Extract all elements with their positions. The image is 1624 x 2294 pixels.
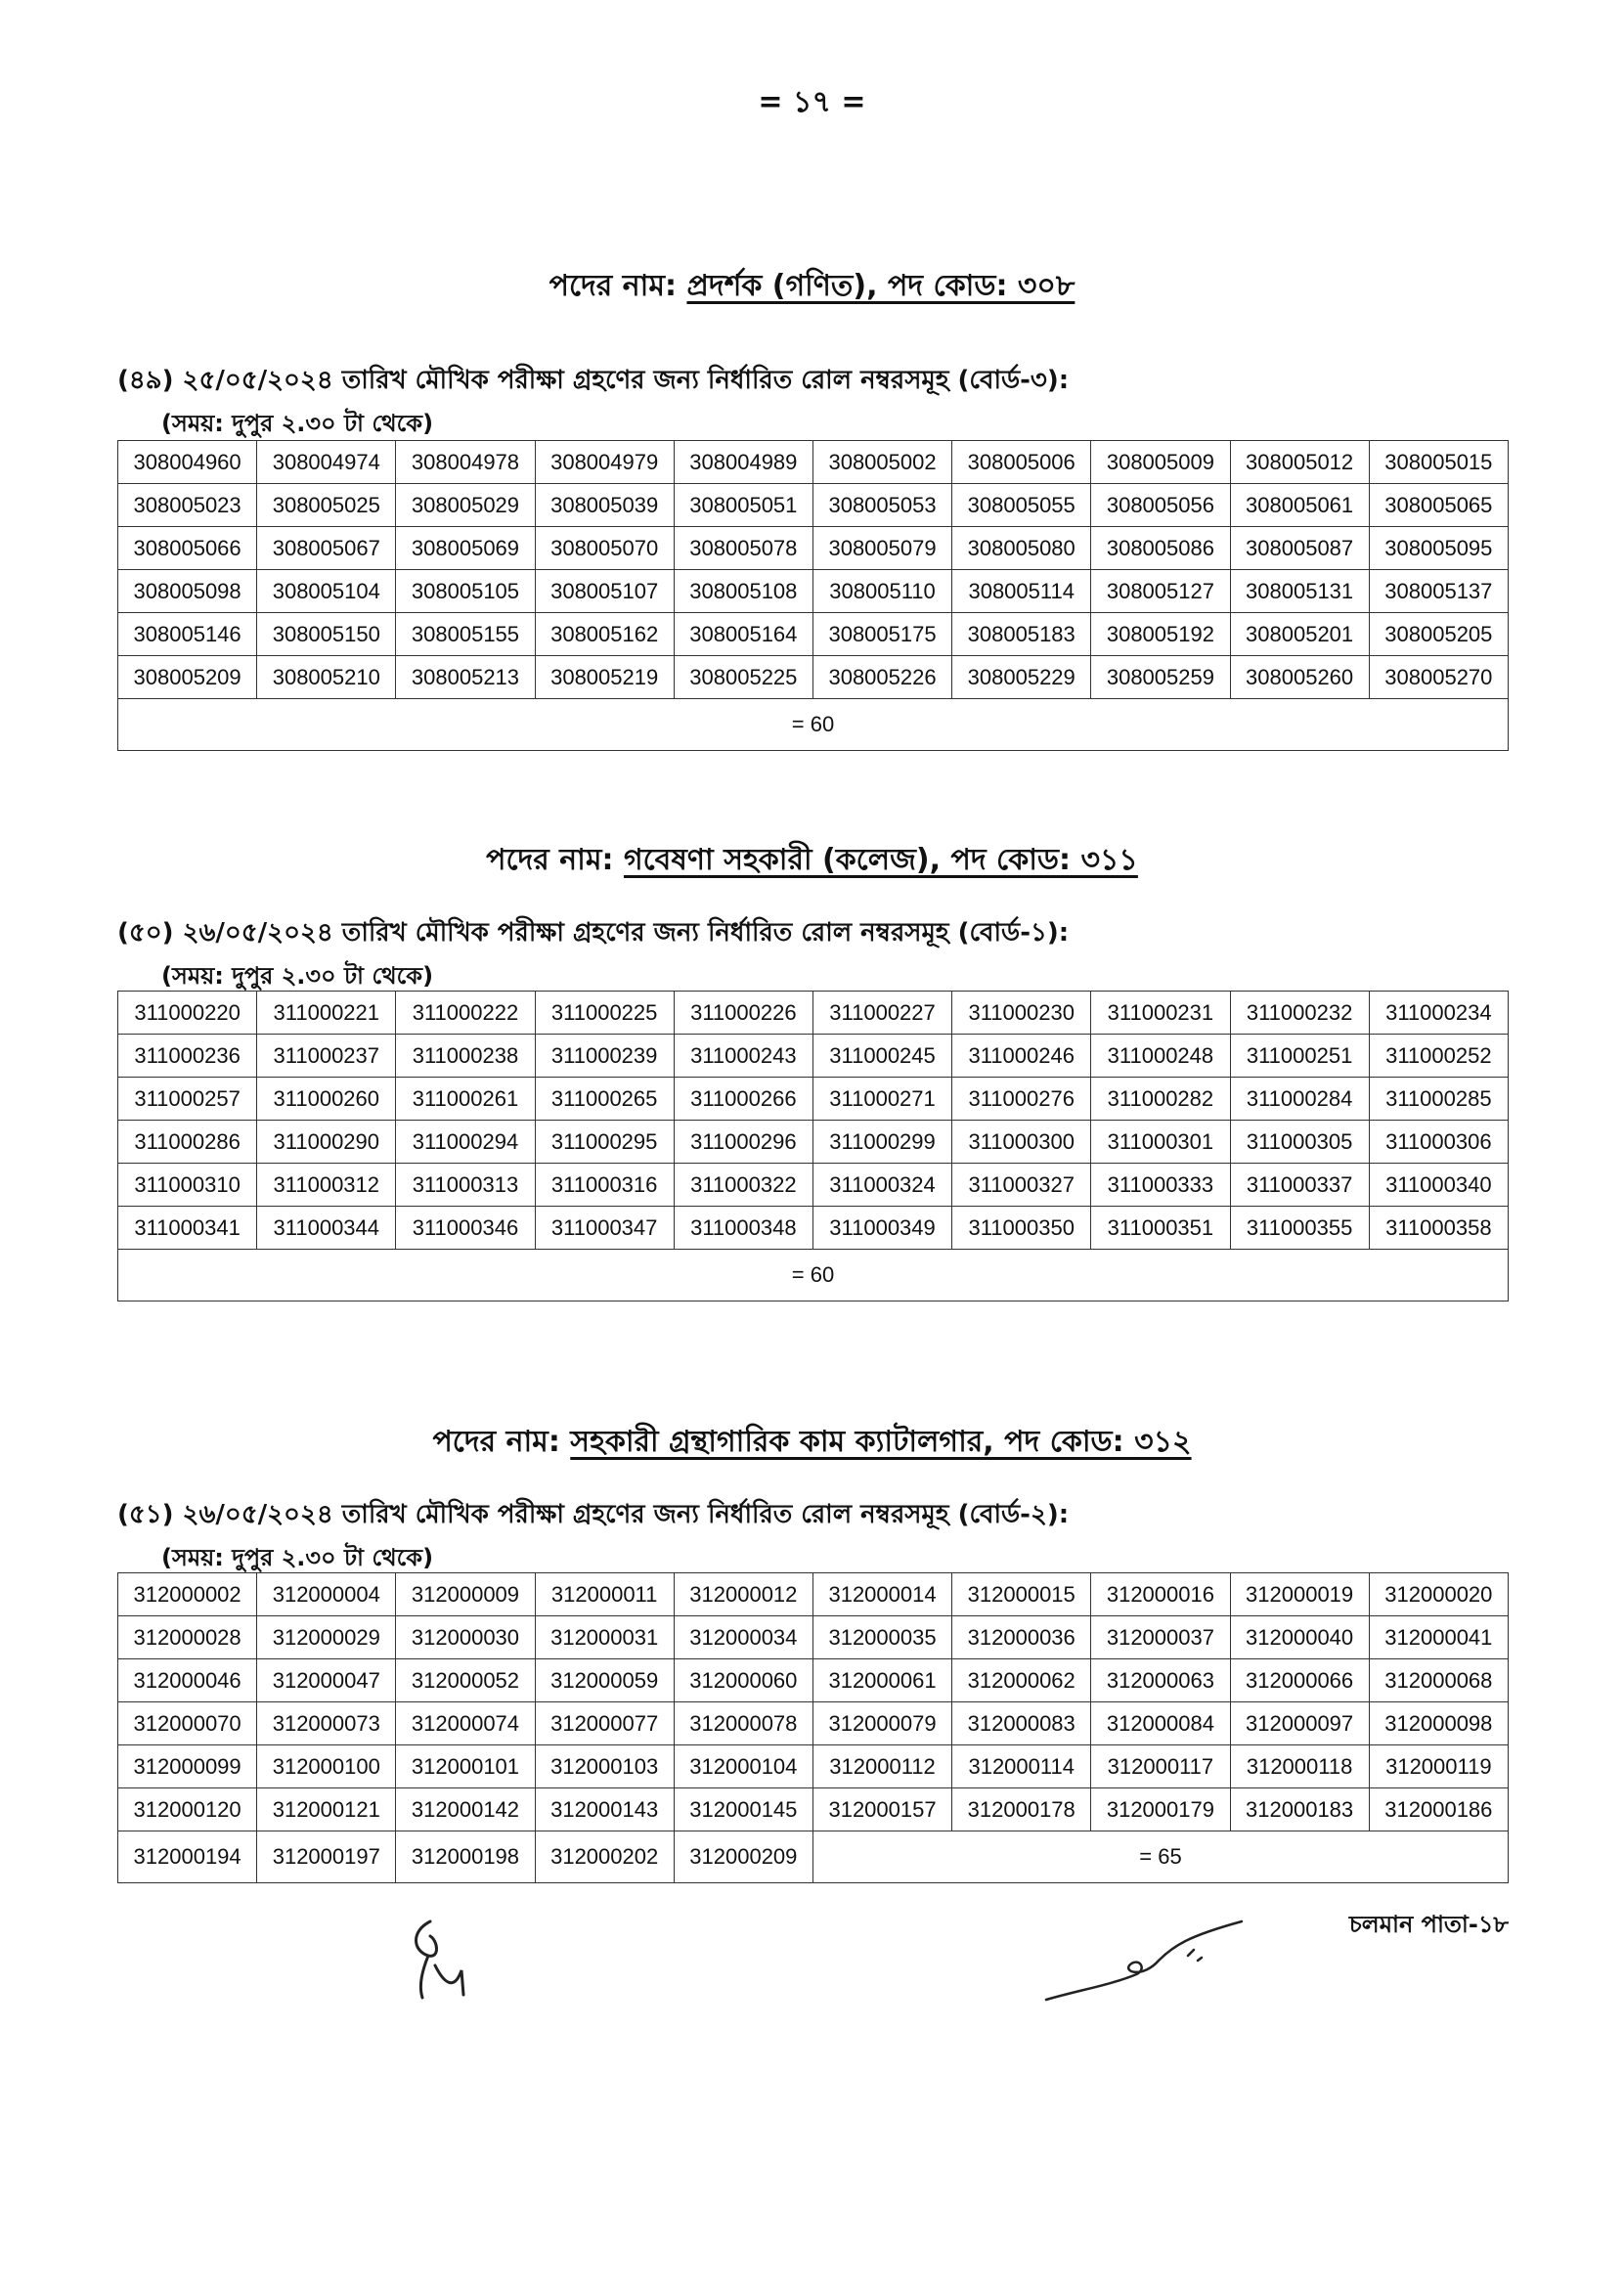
- roll-number-cell: 311000296: [674, 1121, 812, 1164]
- roll-table-311: [117, 991, 1509, 1301]
- roll-number-cell: 311000351: [1091, 1207, 1230, 1250]
- roll-number-cell: 308005069: [396, 527, 535, 570]
- roll-number-cell: 312000031: [535, 1616, 674, 1659]
- roll-number-cell: 312000030: [396, 1616, 535, 1659]
- roll-number-cell: 312000078: [674, 1702, 812, 1745]
- roll-number-cell: 312000112: [812, 1745, 951, 1788]
- roll-number-cell: 312000073: [257, 1702, 396, 1745]
- roll-number-cell: 312000186: [1369, 1788, 1508, 1831]
- roll-number-cell: 308005012: [1230, 441, 1369, 484]
- post-name: প্রদর্শক (গণিত), পদ কোড: ৩০৮: [686, 269, 1075, 303]
- roll-number-cell: 311000231: [1091, 992, 1230, 1035]
- roll-number-cell: 312000002: [118, 1573, 257, 1616]
- roll-number-cell: 312000120: [118, 1788, 257, 1831]
- roll-number-cell: 308005146: [118, 613, 257, 656]
- roll-number-cell: 308005015: [1369, 441, 1508, 484]
- roll-number-cell: 311000234: [1369, 992, 1508, 1035]
- roll-number-cell: 312000063: [1091, 1659, 1230, 1702]
- roll-number-cell: 311000337: [1230, 1164, 1369, 1207]
- roll-number-cell: 311000346: [396, 1207, 535, 1250]
- roll-number-cell: 312000074: [396, 1702, 535, 1745]
- roll-number-cell: 308005025: [257, 484, 396, 527]
- roll-number-cell: 312000004: [257, 1573, 396, 1616]
- table-row: [118, 1702, 1509, 1745]
- post-name: সহকারী গ্রন্থাগারিক কাম ক্যাটালগার, পদ কোড: ৩১২: [570, 1425, 1192, 1459]
- roll-number-cell: 312000041: [1369, 1616, 1508, 1659]
- table-row: [118, 992, 1509, 1035]
- roll-number-cell: 311000313: [396, 1164, 535, 1207]
- roll-number-cell: 312000178: [952, 1788, 1091, 1831]
- table-row: [118, 1831, 1509, 1883]
- roll-number-cell: 311000301: [1091, 1121, 1230, 1164]
- officer-signature: [1041, 1917, 1256, 2009]
- roll-number-cell: 312000202: [535, 1831, 674, 1883]
- roll-number-cell: 312000070: [118, 1702, 257, 1745]
- post-heading-308: [0, 262, 1624, 312]
- roll-number-cell: 311000286: [118, 1121, 257, 1164]
- roll-number-cell: 311000246: [952, 1035, 1091, 1078]
- roll-number-cell: 311000266: [674, 1078, 812, 1121]
- roll-number-cell: 311000294: [396, 1121, 535, 1164]
- roll-number-cell: 311000245: [812, 1035, 951, 1078]
- roll-number-cell: 308005164: [674, 613, 812, 656]
- roll-number-cell: 312000020: [1369, 1573, 1508, 1616]
- roll-number-cell: 308005209: [118, 656, 257, 699]
- roll-number-cell: 311000230: [952, 992, 1091, 1035]
- roll-number-cell: 311000316: [535, 1164, 674, 1207]
- total-count: = 60: [118, 1250, 1509, 1301]
- roll-number-cell: 308005053: [812, 484, 951, 527]
- roll-number-cell: 308004960: [118, 441, 257, 484]
- table-row: [118, 699, 1509, 751]
- roll-number-cell: 312000047: [257, 1659, 396, 1702]
- roll-number-cell: 311000322: [674, 1164, 812, 1207]
- roll-number-cell: 308005229: [952, 656, 1091, 699]
- roll-number-cell: 311000238: [396, 1035, 535, 1078]
- roll-number-cell: 308005205: [1369, 613, 1508, 656]
- roll-number-cell: 312000015: [952, 1573, 1091, 1616]
- roll-number-cell: 311000236: [118, 1035, 257, 1078]
- roll-number-cell: 311000295: [535, 1121, 674, 1164]
- roll-number-cell: 312000029: [257, 1616, 396, 1659]
- continued-page-note: চলমান পাতা-১৮: [1348, 1911, 1509, 1938]
- roll-number-cell: 308005131: [1230, 570, 1369, 613]
- roll-number-cell: 312000011: [535, 1573, 674, 1616]
- roll-number-cell: 312000194: [118, 1831, 257, 1883]
- roll-number-cell: 312000179: [1091, 1788, 1230, 1831]
- roll-number-cell: 312000037: [1091, 1616, 1230, 1659]
- roll-number-cell: 308005079: [812, 527, 951, 570]
- table-row: [118, 613, 1509, 656]
- roll-number-cell: 312000036: [952, 1616, 1091, 1659]
- roll-number-cell: 308005098: [118, 570, 257, 613]
- roll-number-cell: 308005029: [396, 484, 535, 527]
- roll-number-cell: 311000305: [1230, 1121, 1369, 1164]
- roll-number-cell: 311000355: [1230, 1207, 1369, 1250]
- notice-49: (৪৯) ২৫/০৫/২০২৪ তারিখ মৌখিক পরীক্ষা গ্রহণের জন্য নির্ধারিত রোল নম্বরসমূহ (বোর্ড-৩):: [117, 366, 1070, 395]
- roll-number-cell: 311000282: [1091, 1078, 1230, 1121]
- roll-number-cell: 311000327: [952, 1164, 1091, 1207]
- roll-number-cell: 311000358: [1369, 1207, 1508, 1250]
- roll-number-cell: 312000066: [1230, 1659, 1369, 1702]
- roll-number-cell: 312000046: [118, 1659, 257, 1702]
- roll-number-cell: 311000221: [257, 992, 396, 1035]
- roll-number-cell: 308005201: [1230, 613, 1369, 656]
- roll-number-cell: 311000300: [952, 1121, 1091, 1164]
- roll-number-cell: 308005087: [1230, 527, 1369, 570]
- roll-number-cell: 312000077: [535, 1702, 674, 1745]
- roll-number-cell: 312000061: [812, 1659, 951, 1702]
- notice-50: (৫০) ২৬/০৫/২০২৪ তারিখ মৌখিক পরীক্ষা গ্রহণের জন্য নির্ধারিত রোল নম্বরসমূহ (বোর্ড-১):: [117, 918, 1070, 948]
- roll-number-cell: 311000225: [535, 992, 674, 1035]
- roll-number-cell: 308005009: [1091, 441, 1230, 484]
- roll-number-cell: 308005023: [118, 484, 257, 527]
- roll-number-cell: 308005127: [1091, 570, 1230, 613]
- roll-number-cell: 312000183: [1230, 1788, 1369, 1831]
- roll-number-cell: 308005108: [674, 570, 812, 613]
- roll-number-cell: 312000068: [1369, 1659, 1508, 1702]
- page-number: = ১৭ =: [758, 85, 866, 119]
- roll-number-cell: 312000117: [1091, 1745, 1230, 1788]
- roll-number-cell: 312000145: [674, 1788, 812, 1831]
- roll-number-cell: 308005260: [1230, 656, 1369, 699]
- roll-number-cell: 311000324: [812, 1164, 951, 1207]
- table-row: [118, 1616, 1509, 1659]
- roll-number-cell: 308005137: [1369, 570, 1508, 613]
- roll-number-cell: 311000232: [1230, 992, 1369, 1035]
- roll-number-cell: 312000060: [674, 1659, 812, 1702]
- roll-number-cell: 311000310: [118, 1164, 257, 1207]
- post-heading-311: [0, 836, 1624, 886]
- roll-number-cell: 308005192: [1091, 613, 1230, 656]
- roll-number-cell: 308004974: [257, 441, 396, 484]
- roll-number-cell: 311000265: [535, 1078, 674, 1121]
- roll-number-cell: 311000276: [952, 1078, 1091, 1121]
- roll-number-cell: 311000349: [812, 1207, 951, 1250]
- roll-number-cell: 308005150: [257, 613, 396, 656]
- roll-number-cell: 312000104: [674, 1745, 812, 1788]
- roll-number-cell: 311000261: [396, 1078, 535, 1121]
- roll-number-cell: 311000239: [535, 1035, 674, 1078]
- roll-number-cell: 308005066: [118, 527, 257, 570]
- roll-number-cell: 311000243: [674, 1035, 812, 1078]
- table-row: [118, 1745, 1509, 1788]
- roll-number-cell: 308004978: [396, 441, 535, 484]
- roll-number-cell: 312000079: [812, 1702, 951, 1745]
- roll-number-cell: 311000257: [118, 1078, 257, 1121]
- total-count: = 65: [812, 1831, 1508, 1883]
- roll-number-cell: 312000062: [952, 1659, 1091, 1702]
- table-row: [118, 1250, 1509, 1301]
- roll-number-cell: 312000028: [118, 1616, 257, 1659]
- roll-number-cell: 308005055: [952, 484, 1091, 527]
- roll-number-cell: 308005070: [535, 527, 674, 570]
- roll-number-cell: 308005213: [396, 656, 535, 699]
- table-row: [118, 1164, 1509, 1207]
- roll-number-cell: 308005067: [257, 527, 396, 570]
- roll-number-cell: 308005226: [812, 656, 951, 699]
- post-heading-312: [0, 1418, 1624, 1468]
- roll-number-cell: 311000284: [1230, 1078, 1369, 1121]
- table-row: [118, 1573, 1509, 1616]
- roll-number-cell: 312000059: [535, 1659, 674, 1702]
- roll-number-cell: 308005110: [812, 570, 951, 613]
- roll-number-cell: 308005002: [812, 441, 951, 484]
- roll-number-cell: 312000040: [1230, 1616, 1369, 1659]
- time-49: (সময়: দুপুর ২.৩০ টা থেকে): [161, 410, 434, 437]
- post-label: পদের নাম:: [432, 1425, 571, 1459]
- roll-number-cell: 312000114: [952, 1745, 1091, 1788]
- roll-number-cell: 311000260: [257, 1078, 396, 1121]
- roll-number-cell: 308005219: [535, 656, 674, 699]
- roll-number-cell: 312000084: [1091, 1702, 1230, 1745]
- roll-number-cell: 312000014: [812, 1573, 951, 1616]
- roll-number-cell: 308005061: [1230, 484, 1369, 527]
- roll-number-cell: 312000034: [674, 1616, 812, 1659]
- roll-number-cell: 308004989: [674, 441, 812, 484]
- roll-number-cell: 311000271: [812, 1078, 951, 1121]
- post-name: গবেষণা সহকারী (কলেজ), পদ কোড: ৩১১: [623, 843, 1138, 877]
- table-row: [118, 1207, 1509, 1250]
- roll-number-cell: 311000226: [674, 992, 812, 1035]
- table-row: [118, 527, 1509, 570]
- roll-number-cell: 312000009: [396, 1573, 535, 1616]
- roll-number-cell: 311000237: [257, 1035, 396, 1078]
- table-row: [118, 1121, 1509, 1164]
- table-row: [118, 1659, 1509, 1702]
- roll-number-cell: 308005006: [952, 441, 1091, 484]
- time-50: (সময়: দুপুর ২.৩০ টা থেকে): [161, 962, 434, 990]
- roll-number-cell: 311000350: [952, 1207, 1091, 1250]
- notice-51: (৫১) ২৬/০৫/২০২৪ তারিখ মৌখিক পরীক্ষা গ্রহণের জন্য নির্ধারিত রোল নম্বরসমূহ (বোর্ড-২):: [117, 1500, 1070, 1529]
- table-row: [118, 1788, 1509, 1831]
- roll-number-cell: 312000097: [1230, 1702, 1369, 1745]
- roll-number-cell: 308004979: [535, 441, 674, 484]
- roll-number-cell: 308005080: [952, 527, 1091, 570]
- roll-number-cell: 312000103: [535, 1745, 674, 1788]
- roll-number-cell: 312000016: [1091, 1573, 1230, 1616]
- roll-table-312: [117, 1572, 1509, 1883]
- roll-number-cell: 308005104: [257, 570, 396, 613]
- roll-number-cell: 312000083: [952, 1702, 1091, 1745]
- roll-number-cell: 311000290: [257, 1121, 396, 1164]
- roll-number-cell: 312000019: [1230, 1573, 1369, 1616]
- roll-number-cell: 311000312: [257, 1164, 396, 1207]
- roll-number-cell: 312000012: [674, 1573, 812, 1616]
- roll-number-cell: 311000340: [1369, 1164, 1508, 1207]
- roll-number-cell: 308005175: [812, 613, 951, 656]
- roll-number-cell: 312000142: [396, 1788, 535, 1831]
- roll-table-308: [117, 440, 1509, 751]
- roll-number-cell: 308005086: [1091, 527, 1230, 570]
- table-row: [118, 1035, 1509, 1078]
- roll-number-cell: 312000052: [396, 1659, 535, 1702]
- roll-number-cell: 311000306: [1369, 1121, 1508, 1164]
- roll-number-cell: 308005105: [396, 570, 535, 613]
- roll-number-cell: 311000251: [1230, 1035, 1369, 1078]
- roll-number-cell: 308005039: [535, 484, 674, 527]
- roll-number-cell: 308005065: [1369, 484, 1508, 527]
- roll-number-cell: 308005114: [952, 570, 1091, 613]
- roll-number-cell: 311000285: [1369, 1078, 1508, 1121]
- post-label: পদের নাম:: [486, 843, 624, 877]
- initial-signature: [401, 1912, 479, 2005]
- roll-number-cell: 312000157: [812, 1788, 951, 1831]
- table-row: [118, 484, 1509, 527]
- roll-number-cell: 308005107: [535, 570, 674, 613]
- table-row: [118, 570, 1509, 613]
- roll-number-cell: 308005095: [1369, 527, 1508, 570]
- roll-number-cell: 311000252: [1369, 1035, 1508, 1078]
- roll-number-cell: 308005162: [535, 613, 674, 656]
- roll-number-cell: 312000143: [535, 1788, 674, 1831]
- roll-number-cell: 308005155: [396, 613, 535, 656]
- roll-number-cell: 311000344: [257, 1207, 396, 1250]
- roll-number-cell: 308005259: [1091, 656, 1230, 699]
- roll-number-cell: 312000099: [118, 1745, 257, 1788]
- roll-number-cell: 312000118: [1230, 1745, 1369, 1788]
- roll-number-cell: 311000248: [1091, 1035, 1230, 1078]
- roll-number-cell: 308005210: [257, 656, 396, 699]
- table-row: [118, 441, 1509, 484]
- roll-number-cell: 312000100: [257, 1745, 396, 1788]
- roll-number-cell: 308005225: [674, 656, 812, 699]
- roll-number-cell: 311000348: [674, 1207, 812, 1250]
- time-51: (সময়: দুপুর ২.৩০ টা থেকে): [161, 1544, 434, 1571]
- roll-number-cell: 311000227: [812, 992, 951, 1035]
- roll-number-cell: 311000333: [1091, 1164, 1230, 1207]
- table-row: [118, 656, 1509, 699]
- roll-number-cell: 312000198: [396, 1831, 535, 1883]
- roll-number-cell: 311000299: [812, 1121, 951, 1164]
- roll-number-cell: 312000209: [674, 1831, 812, 1883]
- roll-number-cell: 308005078: [674, 527, 812, 570]
- roll-number-cell: 312000197: [257, 1831, 396, 1883]
- roll-number-cell: 312000098: [1369, 1702, 1508, 1745]
- roll-number-cell: 312000121: [257, 1788, 396, 1831]
- roll-number-cell: 311000220: [118, 992, 257, 1035]
- post-label: পদের নাম:: [549, 269, 687, 303]
- roll-number-cell: 312000101: [396, 1745, 535, 1788]
- roll-number-cell: 311000341: [118, 1207, 257, 1250]
- table-row: [118, 1078, 1509, 1121]
- roll-number-cell: 308005183: [952, 613, 1091, 656]
- roll-number-cell: 311000222: [396, 992, 535, 1035]
- roll-number-cell: 308005056: [1091, 484, 1230, 527]
- roll-number-cell: 311000347: [535, 1207, 674, 1250]
- roll-number-cell: 308005051: [674, 484, 812, 527]
- total-count: = 60: [118, 699, 1509, 751]
- roll-number-cell: 312000119: [1369, 1745, 1508, 1788]
- roll-number-cell: 312000035: [812, 1616, 951, 1659]
- roll-number-cell: 308005270: [1369, 656, 1508, 699]
